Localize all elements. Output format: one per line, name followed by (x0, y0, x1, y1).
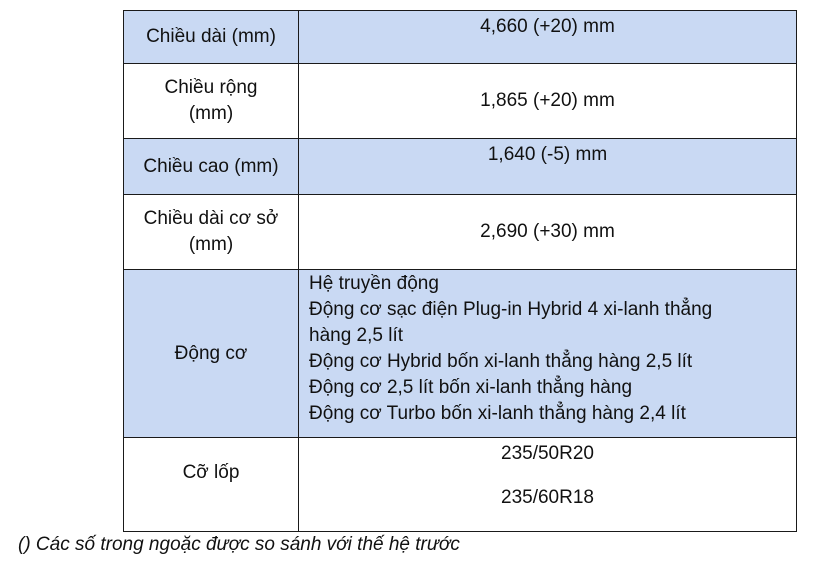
value-height: 1,640 (-5) mm (299, 139, 797, 195)
row-tire (124, 438, 797, 532)
label-width-line2: (mm) (188, 103, 234, 124)
row-engine (124, 270, 797, 438)
tire-size-2: 235/60R18 (501, 487, 594, 508)
label-engine: Động cơ (124, 270, 299, 438)
row-height (124, 139, 797, 195)
label-wheelbase-line2: (mm) (188, 234, 234, 255)
row-length (124, 11, 797, 64)
row-wheelbase (124, 195, 797, 270)
label-height: Chiều cao (mm) (124, 139, 299, 195)
label-length: Chiều dài (mm) (124, 11, 299, 64)
label-width-line1: Chiều rộng (164, 77, 258, 98)
label-width (124, 64, 299, 139)
value-width: 1,865 (+20) mm (299, 64, 797, 139)
engine-line-phev: Động cơ sạc điện Plug-in Hybrid 4 xi-lanh thẳng (309, 299, 713, 320)
row-width (124, 64, 797, 139)
engine-line-25l: Động cơ 2,5 lít bốn xi-lanh thẳng hàng (309, 377, 633, 398)
label-wheelbase (124, 195, 299, 270)
engine-line-drivetrain: Hệ truyền động (309, 273, 439, 294)
value-tire (299, 438, 797, 532)
label-tire: Cỡ lốp (124, 438, 299, 532)
value-engine (299, 270, 797, 438)
footnote: () Các số trong ngoặc được so sánh với thế hệ trước (18, 534, 460, 555)
tire-size-1: 235/50R20 (501, 443, 594, 464)
engine-line-turbo: Động cơ Turbo bốn xi-lanh thẳng hàng 2,4 lít (309, 403, 686, 424)
engine-line-phev-cont: hàng 2,5 lít (309, 325, 404, 346)
label-wheelbase-line1: Chiều dài cơ sở (143, 208, 279, 229)
engine-line-hybrid: Động cơ Hybrid bốn xi-lanh thẳng hàng 2,5 lít (309, 351, 693, 372)
spec-table (123, 10, 797, 532)
value-length: 4,660 (+20) mm (299, 11, 797, 64)
value-wheelbase: 2,690 (+30) mm (299, 195, 797, 270)
